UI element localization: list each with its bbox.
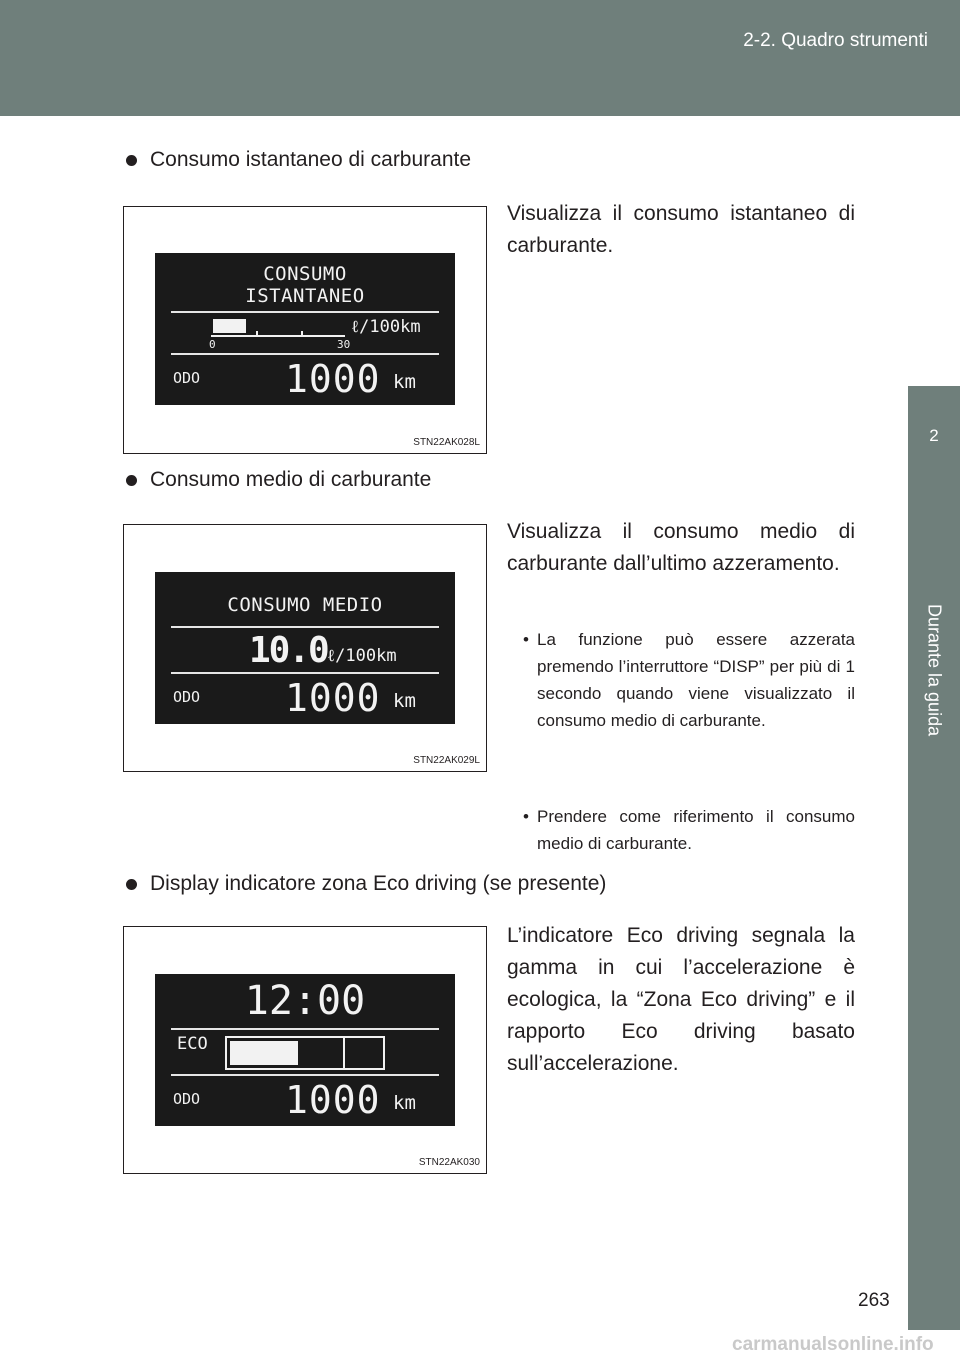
figure-code: STN22AK029L [413,755,480,766]
scale-min: 0 [209,338,216,351]
clock: 12:00 [244,978,366,1024]
page-header [0,0,960,116]
figure-code: STN22AK030 [418,1157,480,1168]
odo-label: ODO [173,369,201,387]
lcd-title: CONSUMO MEDIO [227,594,383,616]
odo-value: 1000 [285,1078,381,1122]
scale-tick [256,331,258,335]
chapter-label: Durante la guida [924,604,945,737]
lcd-divider [171,672,439,674]
lcd-divider [171,1028,439,1030]
lcd-display [155,974,455,1126]
odo-unit: km [393,1092,416,1114]
note-reset [523,626,855,734]
eco-zone-marker [343,1038,345,1068]
figure-average-consumption [123,524,487,772]
odo-value: 1000 [285,676,381,720]
consumption-bar-fill [213,319,246,333]
consumption-bar-baseline [211,335,345,337]
bullet-average-consumption [126,468,431,492]
eco-label: ECO [177,1034,208,1054]
figure-code: STN22AK028L [413,437,480,448]
lcd-display [155,572,455,724]
average-unit: ℓ/100km [327,646,397,666]
eco-bar [225,1036,385,1070]
paragraph-instant-consumption: Visualizza il consumo istantaneo di carburante. [507,202,855,257]
figure-eco-driving [123,926,487,1174]
bullet-text: Display indicatore zona Eco driving (se presente) [150,872,607,895]
lcd-divider [171,1074,439,1076]
note-bullet: • [523,630,529,649]
bullet-instant-consumption [126,148,471,172]
odo-unit: km [393,371,416,393]
note-text: La funzione può essere azzerata premendo l’interruttore “DISP” per più di 1 secondo quando viene visualizzato il consumo medio di carburante. [537,630,855,730]
note-bullet: • [523,807,529,826]
paragraph-eco-driving: L’indicatore Eco driving segnala la gamma in cui l’accelerazione è ecologica, la “Zona Eco driving” e il rapporto Eco driving basato sull’accelerazione. [507,924,855,1075]
odo-unit: km [393,690,416,712]
chapter-tab-gap [908,116,960,386]
lcd-title-line1: CONSUMO [263,263,347,285]
odo-value: 1000 [285,357,381,401]
bullet-dot-icon [126,475,137,486]
figure-instant-consumption [123,206,487,454]
chapter-label-box [908,590,960,1330]
chapter-number: 2 [929,426,939,445]
lcd-title-line2: ISTANTANEO [245,285,365,307]
scale-tick [301,331,303,335]
note-text: Prendere come riferimento il consumo medio di carburante. [537,807,855,853]
average-value: 10.0 [249,630,328,671]
odo-label: ODO [173,1090,201,1108]
eco-bar-fill [230,1041,298,1065]
page-number: 263 [858,1290,890,1311]
bullet-text: Consumo istantaneo di carburante [150,148,472,171]
bullet-dot-icon [126,155,137,166]
chapter-tab [908,116,960,1216]
bullet-eco-driving [126,872,606,896]
bullet-text: Consumo medio di carburante [150,468,432,491]
chapter-number-box [908,386,960,590]
watermark: carmanualsonline.info [732,1334,934,1355]
lcd-display [155,253,455,405]
lcd-divider [171,626,439,628]
section-title: 2-2. Quadro strumenti [743,30,928,51]
scale-max: 30 [337,338,351,351]
paragraph-average-consumption: Visualizza il consumo medio di carburante dall’ultimo azzeramento. [507,520,855,575]
bullet-dot-icon [126,879,137,890]
lcd-divider [171,353,439,355]
consumption-unit: ℓ/100km [351,317,421,337]
note-reference [523,803,855,857]
odo-label: ODO [173,688,201,706]
lcd-divider [171,311,439,313]
consumption-bar [211,317,345,337]
